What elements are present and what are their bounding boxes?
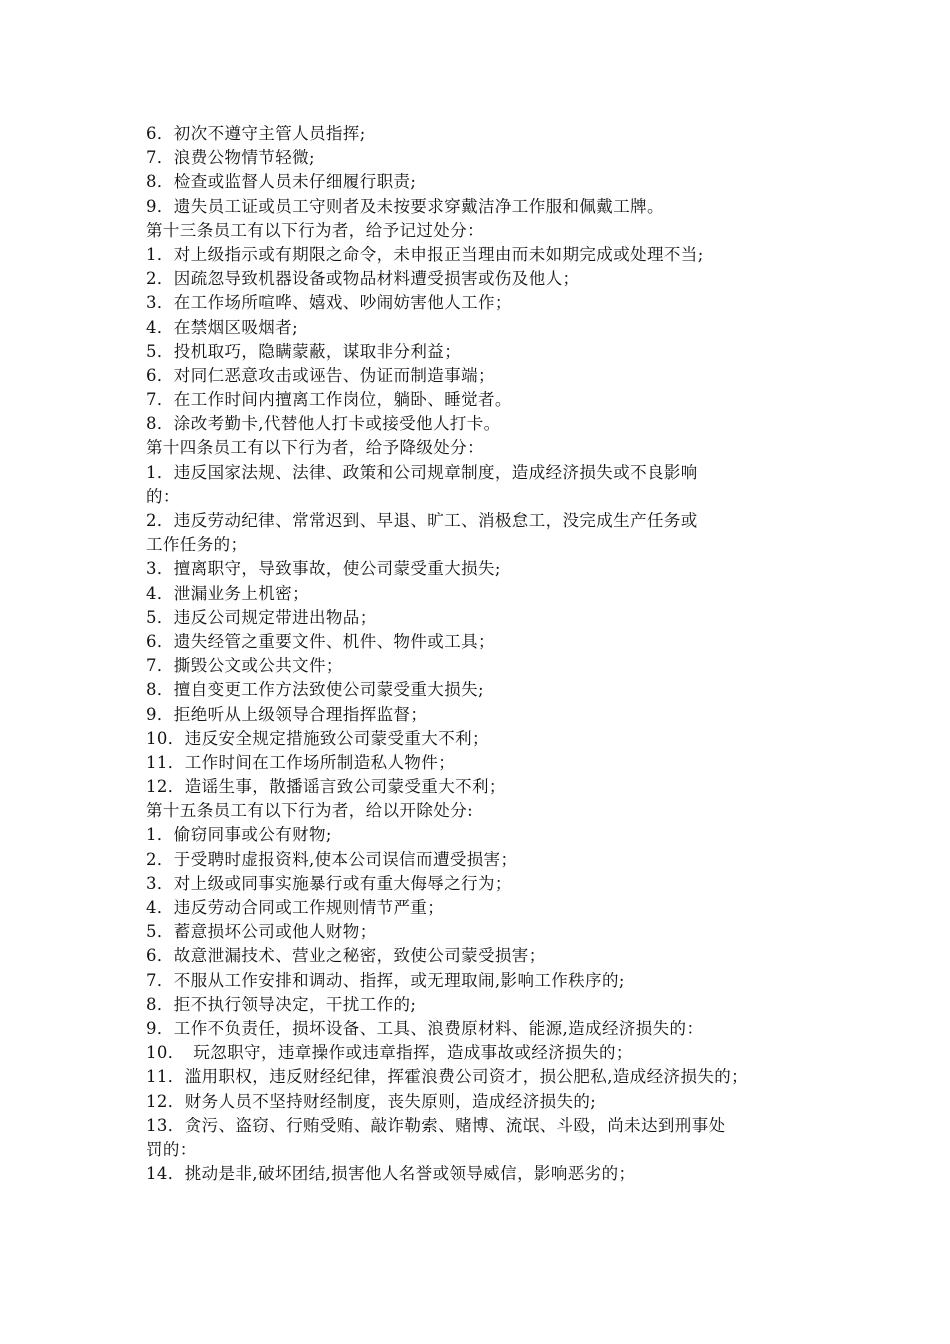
text-line: 14．挑动是非,破坏团结,损害他人名誉或领导威信，影响恶劣的； [146,1164,636,1184]
section-heading: 第十五条员工有以下行为者，给以开除处分: [146,801,474,821]
text-line: 10． 玩忽职守，违章操作或违章指挥，造成事故或经济损失的； [146,1043,633,1063]
text-line: 2．违反劳动纪律、常常迟到、早退、旷工、消极怠工，没完成生产任务或 [146,511,698,530]
text-line: 4．泄漏业务上机密； [146,583,309,603]
text-line: 12．造谣生事，散播谣言致公司蒙受重大不利； [146,777,506,797]
text-line: 4．在禁烟区吸烟者; [146,317,299,337]
text-line: 1．对上级指示或有期限之命令，未申报正当理由而未如期完成或处理不当; [146,244,704,264]
text-line: 1．偷窃同事或公有财物; [146,825,332,845]
text-line: 8．拒不执行领导决定，干扰工作的; [146,994,417,1014]
text-line: 2．于受聘时虚报资料,使本公司误信而遭受损害； [146,849,518,869]
text-line: 1．违反国家法规、法律、政策和公司规章制度，造成经济损失或不良影响 [146,462,698,482]
text-line: 3．在工作场所喧哗、嬉戏、吵闹妨害他人工作； [146,293,512,313]
text-line: 工作任务的； [146,535,248,555]
text-line: 罚的： [146,1139,197,1159]
text-line: 7．浪费公物情节轻微; [146,148,315,168]
text-line: 6．初次不遵守主管人员指挥; [146,124,366,143]
text-line: 7．撕毁公文或公共文件； [146,656,343,676]
text-line: 9．工作不负责任，损坏设备、工具、浪费原材料、能源,造成经济损失的： [146,1018,704,1038]
text-line: 的： [146,486,180,506]
text-line: 11．工作时间在工作场所制造私人物件； [146,752,456,772]
text-line: 11．滥用职权，违反财经纪律，挥霍浪费公司资才，损公肥私,造成经济损失的； [146,1067,749,1087]
text-line: 7．在工作时间内擅离工作岗位，躺卧、睡觉者。 [146,390,512,410]
text-line: 5．蓄意损坏公司或他人财物； [146,922,377,942]
text-line: 3．对上级或同事实施暴行或有重大侮辱之行为； [146,873,512,893]
text-line: 8．涂改考勤卡,代替他人打卡或接受他人打卡。 [146,414,501,434]
section-heading: 第十三条员工有以下行为者，给予记过处分： [146,220,484,240]
text-line: 5．投机取巧，隐瞒蒙蔽，谋取非分利益； [146,341,462,361]
text-line: 9．遗失员工证或员工守则者及未按要求穿戴洁净工作服和佩戴工牌。 [146,196,664,216]
text-line: 10．违反安全规定措施致公司蒙受重大不利； [146,728,489,748]
text-line: 2．因疏忽导致机器设备或物品材料遭受损害或伤及他人； [146,269,580,289]
text-line: 8．擅自变更工作方法致使公司蒙受重大损失; [146,680,484,700]
text-line: 4．违反劳动合同或工作规则情节严重； [146,898,445,917]
text-line: 12．财务人员不坚持财经制度，丧失原则，造成经济损失的; [146,1091,597,1111]
text-line: 7．不服从工作安排和调动、指挥，或无理取闹,影响工作秩序的; [146,970,625,990]
document-body [146,122,826,1186]
text-line: 6．故意泄漏技术、营业之秘密，致使公司蒙受损害； [146,946,546,966]
section-heading: 第十四条员工有以下行为者，给予降级处分： [146,438,484,458]
text-line: 3．擅离职守，导致事故，使公司蒙受重大损失; [146,559,501,579]
text-line: 13．贪污、盗窃、行贿受贿、敲诈勒索、赌博、流氓、斗殴，尚未达到刑事处 [146,1115,726,1135]
text-line: 6．遗失经管之重要文件、机件、物件或工具； [146,631,495,651]
text-line: 9．拒绝听从上级领导合理指挥监督； [146,704,428,724]
text-line: 6．对同仁恶意攻击或诬告、伪证而制造事端； [146,365,495,385]
text-line: 8．检查或监督人员未仔细履行职责; [146,172,417,192]
text-line: 5．违反公司规定带进出物品； [146,607,377,627]
